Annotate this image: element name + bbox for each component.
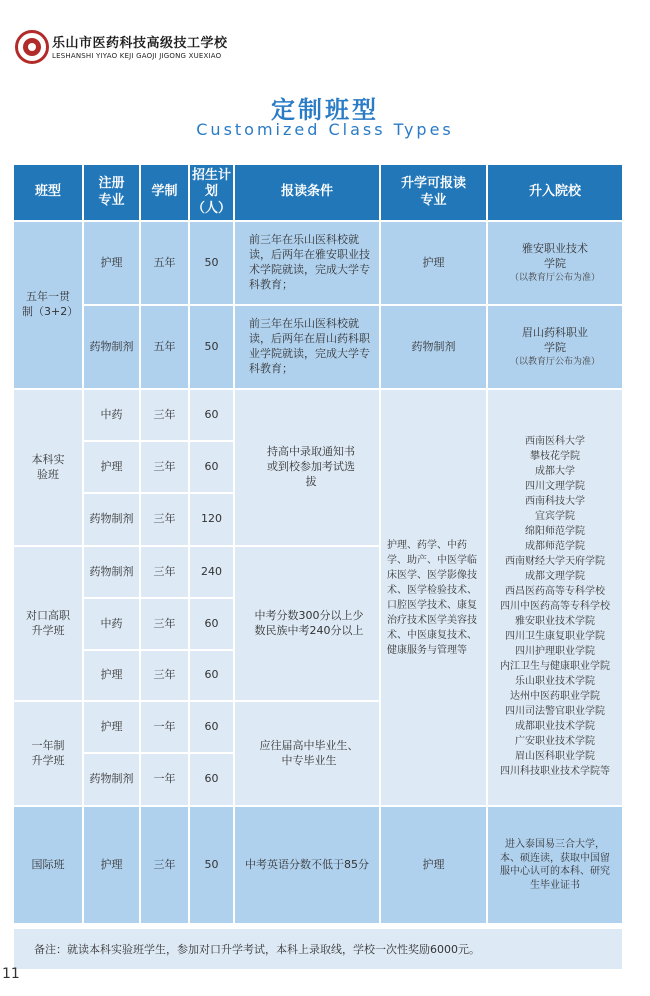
- table-row-years: 三年: [141, 442, 188, 492]
- table-row-years: 五年: [141, 222, 188, 304]
- international-upgrade-major: 护理: [381, 807, 486, 923]
- table-row-condition: 前三年在乐山医科校就读，后两年在雅安职业技术学院就读，完成大学专科教育；: [235, 222, 379, 304]
- header-college: 升入院校: [488, 165, 622, 220]
- college-item: 西南财经大学天府学院: [505, 556, 605, 567]
- college-note: （以教育厅公布为准）: [509, 356, 600, 367]
- table-row-plan: 60: [190, 390, 233, 440]
- college-item: 成都职业技术学院: [515, 721, 595, 732]
- college-item: 成都大学: [535, 466, 575, 477]
- college-note: （以教育厅公布为准）: [509, 272, 600, 283]
- table-row-major: 中药: [84, 599, 139, 649]
- international-condition: 中考英语分数不低于85分: [235, 807, 379, 923]
- table-row-years: 三年: [141, 547, 188, 597]
- one-year-condition: 应往届高中毕业生、中专毕业生: [235, 702, 379, 805]
- college-item: 四川护理职业学院: [515, 646, 595, 657]
- college-item: 西南科技大学: [525, 496, 585, 507]
- table-row-years: 三年: [141, 599, 188, 649]
- table-row-college: [488, 222, 622, 304]
- college-item: 四川科技职业技术学院等: [500, 766, 610, 777]
- header-upgrade-major: 升学可报读专业: [381, 165, 486, 220]
- header-years: 学制: [141, 165, 188, 220]
- shared-upgrade-majors: 护理、药学、中药学、助产、中医学临床医学、医学影像技术、医学检验技术、口腔医学技术、康复治疗技术医学美容技术、中医康复技术、健康服务与管理等: [381, 390, 486, 805]
- table-row-upgrade-major: 护理: [381, 222, 486, 304]
- college-item: 四川卫生康复职业学院: [505, 631, 605, 642]
- header-plan: 招生计划（人）: [190, 165, 233, 220]
- header-major: 注册专业: [84, 165, 139, 220]
- college-item: 西昌医药高等专科学校: [505, 586, 605, 597]
- table-row-plan: 50: [190, 807, 233, 923]
- college-item: 四川文理学院: [525, 481, 585, 492]
- table-row-years: 一年: [141, 754, 188, 805]
- table-row-major: 护理: [84, 651, 139, 700]
- footnote: 备注：就读本科实验班学生，参加对口升学考试，本科上录取线，学校一次性奖励6000元。: [14, 929, 622, 969]
- college-item: 四川中医药高等专科学校: [500, 601, 610, 612]
- college-list-items: [500, 434, 610, 779]
- college-item: 攀枝花学院: [530, 451, 580, 462]
- table-row-plan: 60: [190, 442, 233, 492]
- table-row-years: 三年: [141, 494, 188, 545]
- bachelor-exp-condition: 持高中录取通知书或到校参加考试选拔: [235, 390, 379, 545]
- table-row-major: 药物制剂: [84, 494, 139, 545]
- college-item: 宜宾学院: [535, 511, 575, 522]
- header-type: 班型: [14, 165, 82, 220]
- table-row-upgrade-major: 药物制剂: [381, 306, 486, 388]
- table-row-plan: 120: [190, 494, 233, 545]
- table-row-plan: 60: [190, 702, 233, 752]
- table-row-years: 三年: [141, 807, 188, 923]
- one-year-label: 一年制升学班: [14, 702, 82, 805]
- table-row-major: 护理: [84, 807, 139, 923]
- international-label: 国际班: [14, 807, 82, 923]
- page-number: 11: [2, 966, 20, 982]
- table-row-plan: 50: [190, 306, 233, 388]
- college-item: 达州中医药职业学院: [510, 691, 600, 702]
- college-item: 广安职业技术学院: [515, 736, 595, 747]
- page-subtitle: Customized Class Types: [196, 120, 454, 139]
- table-row-plan: 240: [190, 547, 233, 597]
- five-year-label: 五年一贯制（3+2）: [14, 222, 82, 388]
- college-item: 四川司法警官职业学院: [505, 706, 605, 717]
- vocational-condition: 中考分数300分以上少数民族中考240分以上: [235, 547, 379, 700]
- table-row-years: 一年: [141, 702, 188, 752]
- table-row-plan: 60: [190, 754, 233, 805]
- vocational-label: 对口高职升学班: [14, 547, 82, 700]
- table-row-condition: 前三年在乐山医科校就读，后两年在眉山药科职业学院就读，完成大学专科教育；: [235, 306, 379, 388]
- table-row-years: 三年: [141, 390, 188, 440]
- table-row-major: 护理: [84, 222, 139, 304]
- college-item: 成都文理学院: [525, 571, 585, 582]
- college-item: 眉山医科职业学院: [515, 751, 595, 762]
- school-name-cn: 乐山市医药科技高级技工学校: [52, 36, 228, 51]
- college-name: 雅安职业技术学院: [522, 242, 588, 270]
- table-row-major: 中药: [84, 390, 139, 440]
- table-row-college: [488, 306, 622, 388]
- table-row-major: 护理: [84, 442, 139, 492]
- college-item: 雅安职业技术学院: [515, 616, 595, 627]
- table-row-major: 药物制剂: [84, 547, 139, 597]
- international-college: 进入泰国易三合大学，本、硕连读，获取中国留服中心认可的本科、研究生毕业证书: [488, 807, 622, 923]
- college-item: 成都师范学院: [525, 541, 585, 552]
- header-condition: 报读条件: [235, 165, 379, 220]
- table-row-major: 药物制剂: [84, 306, 139, 388]
- table-row-major: 药物制剂: [84, 754, 139, 805]
- table-row-plan: 50: [190, 222, 233, 304]
- table-row-plan: 60: [190, 651, 233, 700]
- school-name-en: LESHANSHI YIYAO KEJI GAOJI JIGONG XUEXIAO: [52, 52, 222, 60]
- school-logo: [15, 30, 49, 64]
- table-row-years: 三年: [141, 651, 188, 700]
- college-item: 绵阳师范学院: [525, 526, 585, 537]
- college-list: [488, 390, 622, 805]
- college-item: 内江卫生与健康职业学院: [500, 661, 610, 672]
- college-name: 眉山药科职业学院: [522, 326, 588, 354]
- table-row-years: 五年: [141, 306, 188, 388]
- college-item: 乐山职业技术学院: [515, 676, 595, 687]
- table-row-major: 护理: [84, 702, 139, 752]
- college-item: 西南医科大学: [525, 436, 585, 447]
- page-title: 定制班型: [271, 96, 379, 124]
- bachelor-exp-label: 本科实验班: [14, 390, 82, 545]
- table-row-plan: 60: [190, 599, 233, 649]
